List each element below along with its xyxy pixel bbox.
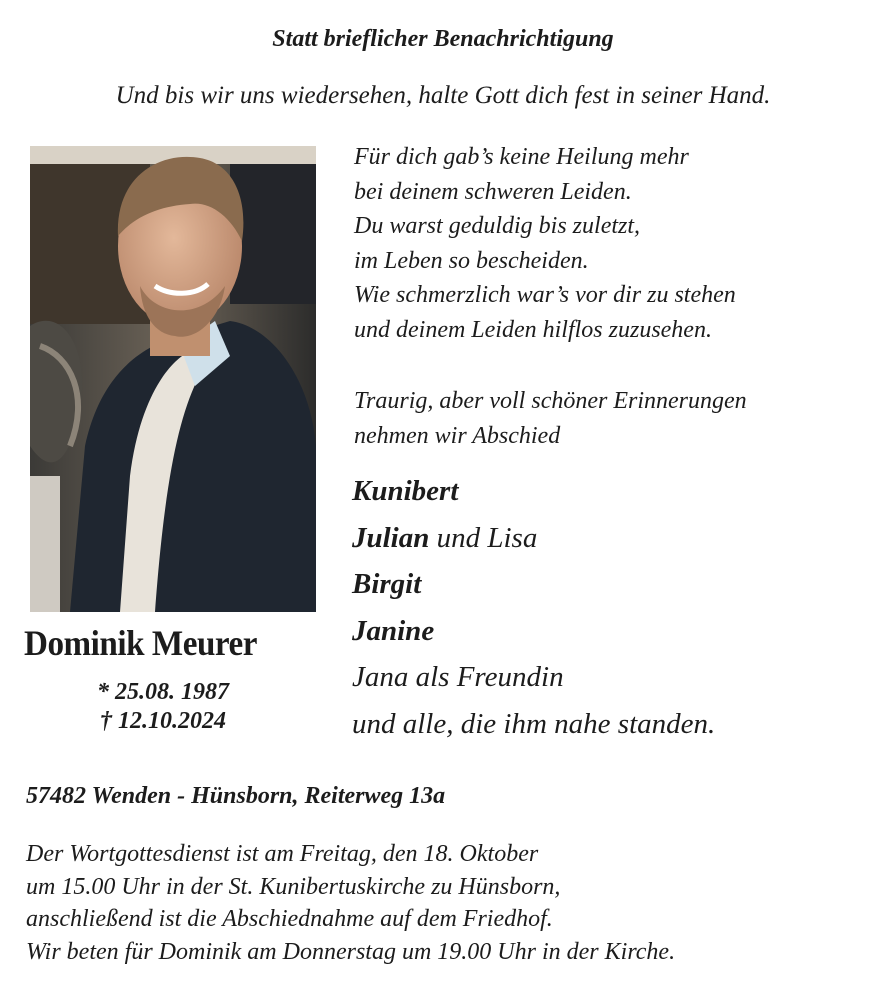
birth-date: * 25.08. 1987 [97,679,229,705]
farewell-line: Traurig, aber voll schöner Erinnerungen [354,388,747,414]
mourners-list [352,468,715,747]
mourner-kunibert [352,468,715,515]
death-date: † 12.10.2024 [100,708,226,734]
mourner-julian [352,515,715,562]
poem-line: Wie schmerzlich war’s vor dir zu stehen [354,282,736,308]
farewell-line: nehmen wir Abschied [354,422,561,449]
deceased-name: Dominik Meurer [24,623,258,663]
mourner-partner: und Lisa [429,521,538,554]
portrait-photo [30,146,316,612]
farewell-text [354,384,747,453]
life-dates [30,678,296,736]
service-line: Wir beten für Dominik am Donnerstag um 19.00 Uhr in der Kirche. [26,938,676,965]
service-line: um 15.00 Uhr in der St. Kunibertuskirche zu Hünsborn, [26,873,561,900]
poem-line: und deinem Leiden hilflos zuzusehen. [354,316,712,343]
mourner-name: Julian [352,521,430,554]
poem-line: im Leben so bescheiden. [354,247,589,274]
service-line: anschließend ist die Abschiednahme auf dem Friedhof. [26,906,553,932]
poem-line: Du warst geduldig bis zuletzt, [354,213,641,239]
mourner-name: Janine [352,614,435,647]
mourner-janine [352,608,715,655]
poem-line: bei deinem schweren Leiden. [354,178,632,205]
mourner-others: und alle, die ihm nahe standen. [352,707,716,740]
header-title: Statt brieflicher Benachrichtigung [272,26,614,52]
mourner-name: Kunibert [352,475,459,507]
mourner-name: Birgit [352,568,422,600]
mourner-jana: Jana als Freundin [352,661,564,693]
poem [354,140,736,347]
family-address: 57482 Wenden - Hünsborn, Reiterweg 13a [26,783,446,809]
service-line: Der Wortgottesdienst ist am Freitag, den 18. Oktober [26,841,539,867]
mourner-birgit [352,561,715,608]
poem-line: Für dich gab’s keine Heilung mehr [354,144,689,170]
motto-line: Und bis wir uns wiedersehen, halte Gott dich fest in seiner Hand. [115,82,771,109]
service-info [26,838,675,968]
